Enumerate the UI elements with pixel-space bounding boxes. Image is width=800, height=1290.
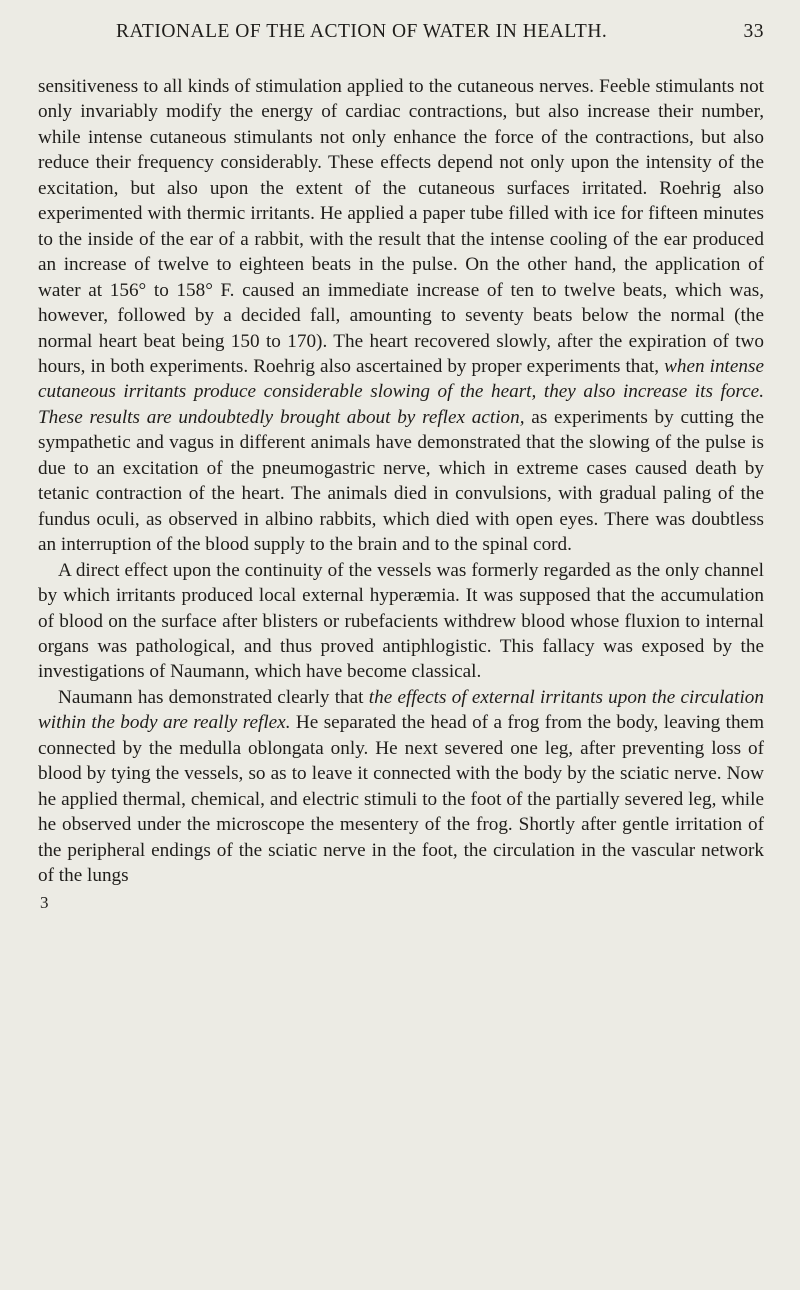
running-header (38, 12, 764, 52)
paragraph-1 (38, 74, 764, 558)
paragraph-2 (38, 558, 764, 685)
paragraph-3-text-a: Naumann has demonstrated clearly that (58, 686, 369, 708)
paragraph-3-italic: the effects of external irritants upon the circulation within the body are really reflex. (38, 686, 764, 734)
running-title: RATIONALE OF THE ACTION OF WATER IN HEALTH. (116, 21, 608, 42)
signature-mark: 3 (40, 892, 49, 912)
paragraph-2-text: A direct effect upon the continuity of the vessels was formerly regarded as the only channel by which irritants produced local external hyperæmia. It was supposed that the accumulation of blood on the surface after blisters or rubefacients withdrew blood whose fluxion to internal organs was pathological, and thus proved antiphlogistic. This fallacy was exposed by the investigations of Naumann, which have become classical. (38, 559, 764, 683)
paragraph-3-text-b: He separated the head of a frog from the body, leaving them connected by the medulla oblongata only. He next severed one leg, after preventing loss of blood by tying the vessels, so as to leave it connected with the body by the sciatic nerve. Now he applied thermal, chemical, and electric stimuli to the foot of the partially severed leg, while he observed under the microscope the mesentery of the frog. Shortly after gentle irritation of the peripheral endings of the sciatic nerve in the foot, the circulation in the vascular network of the lungs (38, 712, 764, 887)
paragraph-1-italic: when intense cutaneous irritants produce considerable slowing of the heart, they also increase its force. These results are undoubtedly brought about by reflex action, (38, 355, 764, 428)
paragraph-3 (38, 685, 764, 889)
paragraph-1-text-b: as experiments by cutting the sympathetic and vagus in different animals have demonstrated that the slowing of the pulse is due to an excitation of the pneumogastric nerve, which in extreme cases caused death by tetanic contraction of the heart. The animals died in convulsions, with gradual paling of the fundus oculi, as observed in albino rabbits, which died with open eyes. There was doubtless an interruption of the blood supply to the brain and to the spinal cord. (38, 406, 764, 556)
page-number: 33 (743, 21, 764, 42)
body-text (38, 74, 764, 889)
paragraph-1-text-a: sensitiveness to all kinds of stimulation applied to the cutaneous nerves. Feeble stimulants not only invariably modify the energy of cardiac contractions, but also increase their number, while intense cutaneous stimulants not only enhance the force of the contractions, but also reduce their frequency considerably. These effects depend not only upon the intensity of the excitation, but also upon the extent of the cutaneous surfaces irritated. Roehrig also experimented with thermic irritants. He applied a paper tube filled with ice for fifteen minutes to the inside of the ear of a rabbit, with the result that the intense cooling of the ear produced an increase of twelve to eighteen beats in the pulse. On the other hand, the application of water at 156° to 158° F. caused an immediate increase of ten to twelve beats, which was, however, followed by a decided fall, amounting to seventy beats below the normal (the normal heart beat being 150 to 170). The heart recovered slowly, after the expiration of two hours, in both experiments. Roehrig also ascertained by proper experiments that, (38, 76, 764, 377)
